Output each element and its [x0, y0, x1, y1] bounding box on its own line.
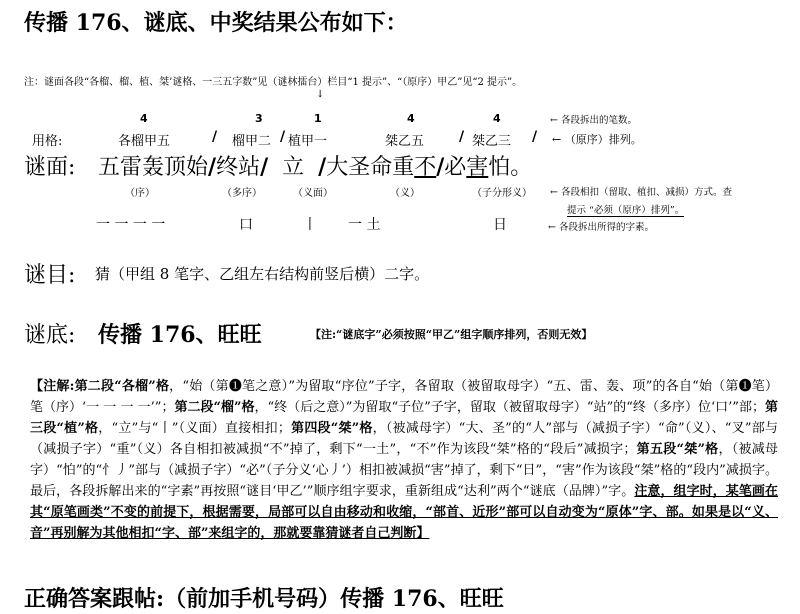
extracted-1: 一 一 一 一: [96, 217, 166, 233]
riddle-part: 怕。: [488, 155, 533, 180]
usage-segment-4: 桀乙五: [385, 134, 425, 149]
riddle-part: 立: [282, 155, 305, 180]
left-arrow-icon: ←: [548, 222, 556, 233]
usage-sep-4: /: [532, 129, 538, 145]
extracted-2: 口: [239, 217, 253, 233]
stroke-count-3: 1: [314, 112, 322, 125]
usage-annotation: ← （原序）排列。: [552, 133, 642, 146]
method-2: （多序）: [222, 188, 262, 199]
stroke-count-annotation: ← 各段拆出的笔数。: [550, 115, 638, 126]
method-1: （序）: [125, 188, 155, 199]
usage-sep-3: /: [459, 129, 465, 145]
riddle-sep: /: [318, 154, 327, 180]
left-arrow-icon: ←: [550, 115, 558, 126]
method-annotation-hint: 提示 “必须（原序）排列”。: [567, 202, 684, 217]
usage-segment-2: 榴甲二: [232, 134, 272, 149]
extracted-5: 日: [493, 217, 507, 233]
target-label: 谜目:: [24, 263, 76, 288]
answer-note: 【注:“谜底字”必须按照“甲乙”组字顺序排列，否则无效】: [310, 328, 593, 341]
usage-segment-5: 桀乙三: [472, 134, 512, 149]
stroke-count-2: 3: [255, 112, 263, 125]
riddle-part: 五雷轰顶始: [98, 155, 209, 180]
extracted-3: 丨: [303, 217, 317, 233]
riddle-part-underlined: 不: [414, 155, 437, 180]
riddle-face-label: 谜面:: [24, 155, 76, 180]
extracted-4: 一 土: [348, 217, 381, 233]
note-line: 注：谜面各段“各榴、榴、植、桀’谜格、一三五字数”见（谜林擂台）栏目“1 提示”、“（原序）甲乙”见“2 提示”。: [24, 77, 523, 88]
riddle-face-text: [98, 150, 532, 181]
riddle-part: 终站: [216, 155, 261, 180]
riddle-sep: /: [260, 154, 269, 180]
page-title: 传播 176、谜底、中奖结果公布如下：: [24, 10, 408, 36]
answer-label: 谜底:: [24, 323, 76, 348]
riddle-sep: /: [436, 154, 445, 180]
riddle-sep: /: [208, 154, 217, 180]
stroke-count-4: 4: [407, 112, 415, 125]
method-5: （子分形义）: [472, 188, 532, 199]
riddle-part: 大圣命重: [326, 155, 415, 180]
answer-text: 传播 176、旺旺: [98, 322, 262, 348]
stroke-count-1: 4: [140, 112, 148, 125]
target-text: 猜（甲组 8 笔字、乙组左右结构前竖后横）二字。: [95, 265, 430, 283]
usage-label: 用格:: [32, 134, 63, 149]
footer-answer: 正确答案跟帖:（前加手机号码）传播 176、旺旺: [24, 586, 504, 612]
extracted-annotation: ← 各段拆出所得的字素。: [548, 222, 655, 233]
left-arrow-icon: ←: [550, 187, 558, 198]
method-annotation: ← 各段相扣（留取、植扣、减损）方式。查: [550, 187, 733, 198]
riddle-part: 必: [444, 155, 467, 180]
method-3: （义面）: [293, 188, 333, 199]
left-arrow-icon: ←: [552, 133, 562, 146]
riddle-part-underlined: 害: [466, 155, 489, 180]
method-4: （义）: [390, 188, 420, 199]
stroke-count-5: 4: [493, 112, 501, 125]
usage-sep-1: /: [212, 129, 218, 145]
down-arrow-icon: ↓: [316, 89, 325, 100]
usage-segment-3: 植甲一: [288, 134, 328, 149]
explanation-paragraph: 【注解:第二段“各榴”格，“始（第❶笔之意）”为留取“序位”子字，各留取（被留取母字）“五、雷、轰、项”的各自“始（第❶笔）笔（序）‘一 一 一 一’”；第二段“榴”格，“终（后之意）”为留取“子位”子字，留取（被留取母字）“站”的“终（多序）位‘口’”部；第三段“植”格，“立”与“丨”（义面）直接相扣；第四段“桀”格，（被减母字）“大、圣”的“人”部与（减损子字）“命”（义）、“叉”部与（减损子字）“重”（义）各自相扣被减损“不”掉了，剩下“一土”，“不”作为该段“桀”格的“段后”减损字；第五段“桀”格，（被减母字）“怕”的“忄丿”部与（减损子字）“必”（子分义‘心丿’）相扣被减损“害”掉了，剩下“日”，“害”作为该段“桀”格的“段内”减损字。最后，各段拆解出来的“字素”再按照“谜目‘甲乙’”顺序组字要求，重新组成“达利”两个“谜底（品牌）”字。注意，组字时，某笔画在其“原笔画类”不变的前提下，根据需要，局部可以自由移动和收缩，“部首、近形”部可以自动变为“原体”字、部。如果是以“义、音”再别解为其他相扣“字、部”来组字的，那就要靠猜谜者自己判断】: [30, 379, 778, 541]
usage-sep-2: /: [280, 129, 286, 145]
usage-segment-1: 各榴甲五: [118, 134, 171, 149]
